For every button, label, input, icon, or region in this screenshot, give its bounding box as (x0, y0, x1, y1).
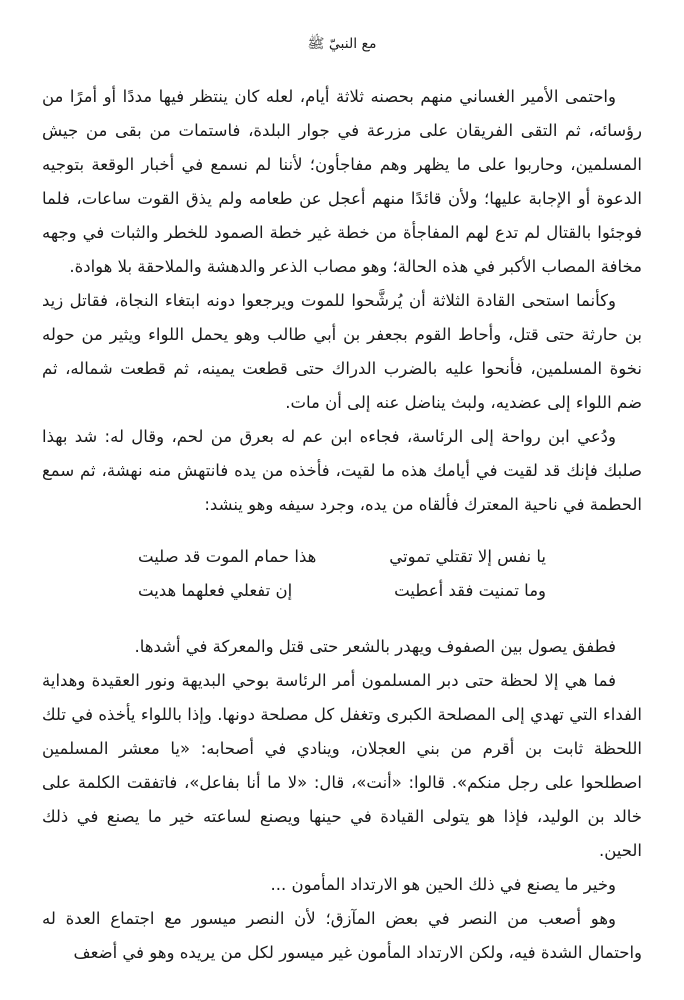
paragraph-2: وكأنما استحى القادة الثلاثة أن يُرشَّحوا للموت ويرجعوا دونه ابتغاء النجاة، فقاتل زيد بن حارثة حتى قتل، وأحاط القوم بجعفر بن أبي طالب وهو يحمل اللواء ويثير من حوله نخوة المسلمين، فأنحوا عليه بالضرب الدراك حتى قطعت يمينه، ثم قطعت شماله، ثم ضم اللواء إلى عضديه، ولبث يناضل عنه إلى أن مات. (42, 291, 642, 412)
paragraph-6: وخير ما يصنع في ذلك الحين هو الارتداد المأمون ... (270, 875, 616, 894)
poem-block (42, 540, 642, 608)
poem-verse-2 (138, 574, 546, 608)
poem-verse-1 (138, 540, 546, 574)
paragraph-1: واحتمى الأمير الغساني منهم بحصنه ثلاثة أيام، لعله كان ينتظر فيها مددًا أو أمرًا من رؤسائه، ثم التقى الفريقان على مزرعة في جوار البلدة، فاستمات من بقى من جيش المسلمين، وحاربوا على ما يظهر وهم مفاجأون؛ لأننا لم نسمع في أخبار الوقعة بتوجيه الدعوة أو الإجابة عليها؛ ولأن قائدًا منهم أعجل عن طعامه ولم يذق القوت ساعات، فلما فوجئوا بالقتال لم تدع لهم المفاجأة من خطة غير خطة الصمود للخطر والثبات في وجهه مخافة المصاب الأكبر في هذه الحالة؛ وهو مصاب الذعر والدهشة والملاحقة بلا هوادة. (42, 87, 642, 276)
paragraph-4: فطفق يصول بين الصفوف ويهدر بالشعر حتى قتل والمعركة في أشدها. (134, 637, 616, 656)
poem-verse-2-first-hemistich: وما تمنيت فقد أعطيت (394, 581, 546, 600)
paragraph-5: فما هي إلا لحظة حتى دبر المسلمون أمر الرئاسة بوحي البديهة ونور العقيدة وهداية الفداء التي تهدي إلى المصلحة الكبرى وتغفل كل مصلحة دونها. وإذا باللواء يأخذه في تلك اللحظة ثابت بن أقرم من بني العجلان، وينادي في أصحابه: «يا معشر المسلمين اصطلحوا على رجل منكم». قالوا: «أنت»، قال: «لا ما أنا بفاعل»، فاتفقت الكلمة على خالد بن الوليد، فإذا هو يتولى القيادة في حينها ويصنع لساعته خير ما يصنع في ذلك الحين. (42, 671, 642, 860)
paragraph-3: ودُعي ابن رواحة إلى الرئاسة، فجاءه ابن عم له بعرق من لحم، وقال له: شد بهذا صلبك فإنك قد لقيت في أيامك هذه ما لقيت، فأخذه من يده فانتهش منه نهشة، ثم سمع الحطمة في ناحية المعترك فألقاه من يده، وجرد سيفه وهو ينشد: (42, 427, 642, 514)
paragraph-7: وهو أصعب من النصر في بعض المآزق؛ لأن النصر ميسور مع اجتماع العدة له واحتمال الشدة فيه، ولكن الارتداد المأمون غير ميسور لكل من يريده وهو في أضعف (42, 909, 642, 962)
poem-verse-1-second-hemistich: هذا حمام الموت قد صليت (138, 547, 317, 566)
poem-verse-2-second-hemistich: إن تفعلي فعلهما هديت (138, 581, 293, 600)
poem-verse-1-first-hemistich: يا نفس إلا تقتلي تموتي (389, 547, 546, 566)
running-title: مع النبيّ ﷺ (307, 36, 377, 52)
